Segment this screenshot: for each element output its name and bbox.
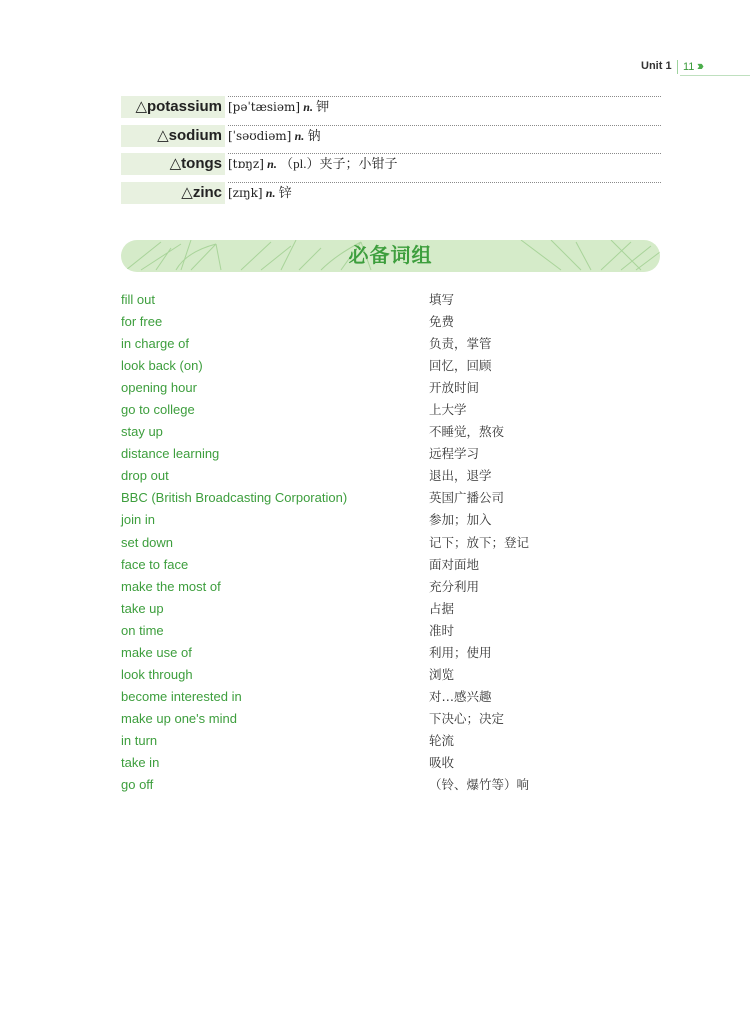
phrase-english: become interested in (121, 688, 242, 704)
phrase-chinese: 轮流 (429, 732, 455, 748)
phrase-chinese: 不睡觉，熬夜 (429, 424, 505, 440)
phrase-chinese: 充分利用 (429, 578, 480, 594)
phrase-english: opening hour (121, 380, 197, 396)
phrase-english: take in (121, 754, 160, 770)
phrase-chinese: 远程学习 (429, 446, 480, 462)
list-item (121, 555, 661, 577)
list-item (121, 709, 661, 731)
phrase-chinese: 下决心；决定 (429, 710, 505, 726)
phrase-english: BBC (British Broadcasting Corporation) (121, 490, 348, 506)
part-of-speech: n. (294, 128, 305, 143)
phrase-chinese: 准时 (429, 622, 455, 638)
phrase-english: stay up (121, 424, 163, 440)
phrase-chinese: 英国广播公司 (429, 490, 505, 506)
list-item (121, 444, 661, 466)
phrase-chinese: 利用；使用 (429, 644, 492, 660)
unit-label: Unit 1 (641, 60, 672, 72)
phonetic: [ˈsəʊdiəm] (228, 128, 292, 143)
list-item (121, 577, 661, 599)
list-item (121, 312, 661, 334)
phrase-english: join in (121, 512, 155, 528)
vocab-word: △sodium (121, 125, 225, 147)
list-item (121, 510, 661, 532)
list-item (121, 643, 661, 665)
list-item (121, 533, 661, 555)
phrase-chinese: 面对面地 (429, 556, 480, 572)
header-rule (680, 75, 750, 76)
phrase-chinese: （铃、爆竹等）响 (429, 777, 530, 793)
meaning: 锌 (278, 184, 292, 200)
list-item (121, 753, 661, 775)
phrase-english: for free (121, 314, 163, 330)
vocab-definition (228, 153, 661, 175)
phonetic: [tɒŋz] (228, 157, 264, 171)
phrase-chinese: 开放时间 (429, 380, 480, 396)
header-divider (677, 60, 678, 74)
list-item (121, 334, 661, 356)
vocab-word: △zinc (121, 182, 225, 204)
chevron-right-icon: ››› (697, 58, 701, 73)
phrase-english: fill out (121, 292, 155, 307)
phrase-chinese: 负责，掌管 (429, 336, 492, 352)
phrase-english: go to college (121, 402, 195, 418)
vocab-definition (228, 96, 661, 118)
meaning: 钠 (307, 127, 321, 143)
phrase-chinese: 记下；放下；登记 (429, 534, 530, 550)
vocab-word: △tongs (121, 153, 225, 175)
list-item (121, 775, 661, 797)
list-item (121, 356, 661, 378)
section-title: 必备词组 (348, 245, 433, 267)
phrase-chinese: 回忆，回顾 (429, 358, 492, 374)
part-of-speech: n. (267, 157, 277, 171)
list-item (121, 400, 661, 422)
phrase-english: in turn (121, 732, 158, 748)
phrase-chinese: 退出，退学 (429, 468, 492, 484)
phrase-chinese: 参加；加入 (429, 512, 492, 528)
list-item (121, 488, 661, 510)
phrase-english: on time (121, 622, 164, 638)
phrase-english: look back (on) (121, 358, 203, 374)
phrase-english: set down (121, 534, 174, 550)
phrase-english: make use of (121, 644, 192, 660)
vocab-row (121, 182, 661, 211)
phrase-chinese: 填写 (429, 292, 455, 307)
phrase-chinese: 吸收 (429, 754, 455, 770)
vocab-word: △potassium (121, 96, 225, 118)
phrase-chinese: 上大学 (429, 402, 467, 418)
list-item (121, 665, 661, 687)
list-item (121, 466, 661, 488)
phrase-english: make the most of (121, 578, 221, 594)
phrase-list (121, 290, 661, 797)
vocab-definition (228, 182, 661, 204)
part-of-speech: n. (303, 100, 313, 114)
phrase-chinese: 浏览 (429, 666, 455, 682)
phonetic: [pəˈtæsiəm] (228, 100, 301, 114)
vocab-row (121, 125, 661, 154)
phrase-english: distance learning (121, 446, 220, 462)
page-number: 11 (683, 61, 695, 73)
list-item (121, 422, 661, 444)
list-item (121, 599, 661, 621)
phrase-english: face to face (121, 556, 189, 572)
section-banner (121, 240, 660, 272)
phrase-chinese: 免费 (429, 314, 455, 330)
vocab-row (121, 96, 661, 125)
vocab-definition (228, 125, 661, 147)
phrase-english: in charge of (121, 336, 189, 352)
phrase-english: look through (121, 666, 193, 682)
part-of-speech: n. (265, 185, 276, 200)
phrase-chinese: 占据 (429, 600, 455, 616)
list-item (121, 290, 661, 312)
list-item (121, 378, 661, 400)
meaning: 钾 (316, 99, 330, 114)
list-item (121, 731, 661, 753)
phrase-english: make up one's mind (121, 710, 237, 726)
phrase-english: go off (121, 777, 154, 793)
list-item (121, 687, 661, 709)
phrase-chinese: 对…感兴趣 (429, 688, 492, 704)
vocab-row (121, 153, 661, 182)
phrase-english: drop out (121, 468, 169, 484)
page-header (0, 58, 750, 78)
vocabulary-list (121, 96, 661, 210)
meaning: （pl.）夹子；小钳子 (280, 156, 398, 171)
list-item (121, 621, 661, 643)
phonetic: [zɪŋk] (228, 185, 263, 200)
phrase-english: take up (121, 600, 164, 616)
